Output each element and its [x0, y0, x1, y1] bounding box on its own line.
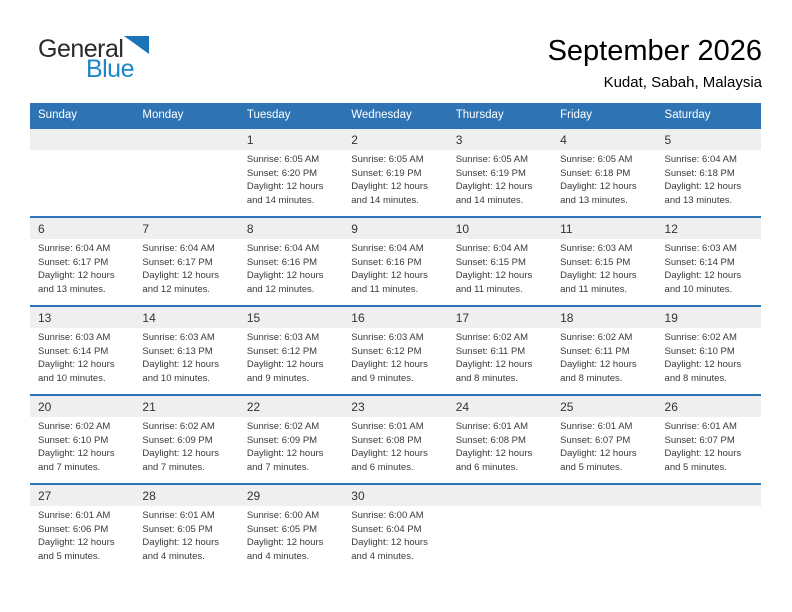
day-number: 1 — [239, 129, 343, 150]
day-details — [134, 506, 238, 563]
daylight-text: Daylight: 12 hours and 8 minutes. — [664, 359, 742, 384]
sunset-text: Sunset: 6:11 PM — [560, 345, 630, 357]
daylight-text: Daylight: 12 hours and 7 minutes. — [142, 448, 219, 473]
sunset-text: Sunset: 6:18 PM — [664, 167, 735, 179]
day-cell — [134, 485, 238, 572]
sunrise-text: Sunrise: 6:02 AM — [664, 332, 737, 343]
day-details — [239, 506, 343, 563]
day-details — [448, 150, 552, 207]
day-number: 5 — [657, 129, 761, 150]
weekday-header-saturday: Saturday — [664, 109, 711, 121]
sunrise-text: Sunrise: 6:03 AM — [38, 332, 111, 343]
day-cell — [657, 396, 761, 483]
day-number: 19 — [657, 307, 761, 328]
day-number: 2 — [343, 129, 447, 150]
sunrise-text: Sunrise: 6:04 AM — [664, 154, 737, 165]
sunset-text: Sunset: 6:19 PM — [351, 167, 422, 179]
logo-text-general: General — [38, 35, 124, 63]
day-cell — [343, 218, 447, 305]
week-row — [30, 305, 761, 394]
day-number: 13 — [30, 307, 134, 328]
day-number: 17 — [448, 307, 552, 328]
day-cell — [30, 218, 134, 305]
sunset-text: Sunset: 6:07 PM — [560, 434, 631, 446]
day-details — [343, 417, 447, 474]
sunset-text: Sunset: 6:09 PM — [142, 434, 213, 446]
empty-day-cell — [30, 129, 134, 216]
sunset-text: Sunset: 6:15 PM — [560, 256, 631, 268]
day-cell — [343, 396, 447, 483]
sunset-text: Sunset: 6:17 PM — [38, 256, 109, 268]
day-number: 8 — [239, 218, 343, 239]
daylight-text: Daylight: 12 hours and 6 minutes. — [351, 448, 428, 473]
sunset-text: Sunset: 6:14 PM — [38, 345, 109, 357]
location-subtitle: Kudat, Sabah, Malaysia — [603, 74, 762, 91]
empty-day-cell — [552, 485, 656, 572]
week-row — [30, 216, 761, 305]
day-number: 6 — [30, 218, 134, 239]
day-details — [343, 506, 447, 563]
day-number: 12 — [657, 218, 761, 239]
general-blue-logo — [38, 35, 134, 83]
sunrise-text: Sunrise: 6:05 AM — [246, 154, 320, 165]
day-cell — [134, 218, 238, 305]
week-row — [30, 483, 761, 572]
day-number — [657, 485, 761, 506]
sunset-text: Sunset: 6:07 PM — [664, 434, 735, 446]
daylight-text: Daylight: 12 hours and 12 minutes. — [142, 270, 219, 295]
day-details — [552, 150, 656, 207]
daylight-text: Daylight: 12 hours and 14 minutes. — [246, 181, 324, 206]
day-number — [448, 485, 552, 506]
daylight-text: Daylight: 12 hours and 10 minutes. — [664, 270, 742, 295]
sunset-text: Sunset: 6:04 PM — [351, 523, 422, 535]
day-cell — [239, 307, 343, 394]
sunrise-text: Sunrise: 6:01 AM — [351, 421, 424, 432]
daylight-text: Daylight: 12 hours and 11 minutes. — [455, 270, 533, 295]
daylight-text: Daylight: 12 hours and 14 minutes. — [455, 181, 533, 206]
day-cell — [239, 396, 343, 483]
page-title: September 2026 — [547, 35, 762, 67]
week-row — [30, 394, 761, 483]
daylight-text: Daylight: 12 hours and 5 minutes. — [664, 448, 742, 473]
day-cell — [552, 307, 656, 394]
day-details — [448, 239, 552, 296]
day-details — [239, 417, 343, 474]
daylight-text: Daylight: 12 hours and 11 minutes. — [560, 270, 637, 295]
day-details — [30, 239, 134, 296]
daylight-text: Daylight: 12 hours and 8 minutes. — [455, 359, 533, 384]
sunrise-text: Sunrise: 6:01 AM — [560, 421, 633, 432]
sunset-text: Sunset: 6:12 PM — [351, 345, 422, 357]
weeks-container — [30, 127, 761, 572]
day-number: 11 — [552, 218, 656, 239]
day-details — [448, 328, 552, 385]
day-details — [343, 239, 447, 296]
day-details — [343, 328, 447, 385]
day-details — [448, 417, 552, 474]
day-details — [552, 239, 656, 296]
day-cell — [343, 307, 447, 394]
day-number — [134, 129, 238, 150]
day-number: 30 — [343, 485, 447, 506]
sunrise-text: Sunrise: 6:01 AM — [38, 510, 111, 521]
day-number — [552, 485, 656, 506]
day-cell — [552, 129, 656, 216]
sunset-text: Sunset: 6:10 PM — [38, 434, 109, 446]
sunset-text: Sunset: 6:18 PM — [560, 167, 631, 179]
sunrise-text: Sunrise: 6:01 AM — [455, 421, 529, 432]
day-details — [657, 150, 761, 207]
day-details — [343, 150, 447, 207]
day-details — [657, 239, 761, 296]
day-number: 23 — [343, 396, 447, 417]
sunrise-text: Sunrise: 6:02 AM — [455, 332, 529, 343]
day-cell — [448, 396, 552, 483]
day-details — [134, 417, 238, 474]
daylight-text: Daylight: 12 hours and 8 minutes. — [560, 359, 637, 384]
weekday-header-wednesday: Wednesday — [351, 109, 412, 121]
sunrise-text: Sunrise: 6:05 AM — [455, 154, 529, 165]
day-number: 25 — [552, 396, 656, 417]
day-cell — [30, 307, 134, 394]
sunset-text: Sunset: 6:09 PM — [246, 434, 318, 446]
day-cell — [552, 218, 656, 305]
daylight-text: Daylight: 12 hours and 5 minutes. — [38, 537, 115, 562]
daylight-text: Daylight: 12 hours and 7 minutes. — [38, 448, 115, 473]
day-details — [239, 239, 343, 296]
day-cell — [552, 396, 656, 483]
logo-text-blue: Blue — [85, 55, 134, 83]
sunrise-text: Sunrise: 6:04 AM — [38, 243, 111, 254]
daylight-text: Daylight: 12 hours and 10 minutes. — [38, 359, 115, 384]
day-number: 22 — [239, 396, 343, 417]
sunset-text: Sunset: 6:17 PM — [142, 256, 213, 268]
day-cell — [239, 129, 343, 216]
title-block — [548, 34, 762, 91]
day-number: 10 — [448, 218, 552, 239]
daylight-text: Daylight: 12 hours and 10 minutes. — [142, 359, 219, 384]
sunrise-text: Sunrise: 6:04 AM — [246, 243, 320, 254]
sunrise-text: Sunrise: 6:03 AM — [142, 332, 215, 343]
sunset-text: Sunset: 6:05 PM — [246, 523, 318, 535]
daylight-text: Daylight: 12 hours and 4 minutes. — [246, 537, 324, 562]
day-number: 21 — [134, 396, 238, 417]
day-number: 14 — [134, 307, 238, 328]
day-number: 9 — [343, 218, 447, 239]
day-number: 28 — [134, 485, 238, 506]
daylight-text: Daylight: 12 hours and 11 minutes. — [351, 270, 428, 295]
sunset-text: Sunset: 6:11 PM — [455, 345, 526, 357]
day-details — [657, 328, 761, 385]
day-cell — [448, 129, 552, 216]
daylight-text: Daylight: 12 hours and 13 minutes. — [560, 181, 637, 206]
sunset-text: Sunset: 6:05 PM — [142, 523, 213, 535]
day-cell — [343, 485, 447, 572]
sunrise-text: Sunrise: 6:00 AM — [246, 510, 320, 521]
day-number: 24 — [448, 396, 552, 417]
day-cell — [657, 218, 761, 305]
sunset-text: Sunset: 6:06 PM — [38, 523, 109, 535]
day-number: 16 — [343, 307, 447, 328]
day-number: 29 — [239, 485, 343, 506]
sunrise-text: Sunrise: 6:01 AM — [142, 510, 215, 521]
day-number: 27 — [30, 485, 134, 506]
daylight-text: Daylight: 12 hours and 6 minutes. — [455, 448, 533, 473]
sunset-text: Sunset: 6:13 PM — [142, 345, 213, 357]
day-details — [30, 417, 134, 474]
sunrise-text: Sunrise: 6:02 AM — [560, 332, 633, 343]
sunset-text: Sunset: 6:08 PM — [351, 434, 422, 446]
day-cell — [134, 307, 238, 394]
sunrise-text: Sunrise: 6:05 AM — [351, 154, 424, 165]
sunrise-text: Sunrise: 6:03 AM — [246, 332, 320, 343]
sunset-text: Sunset: 6:10 PM — [664, 345, 735, 357]
sunset-text: Sunset: 6:08 PM — [455, 434, 526, 446]
daylight-text: Daylight: 12 hours and 14 minutes. — [351, 181, 428, 206]
sunset-text: Sunset: 6:16 PM — [351, 256, 422, 268]
weekday-header-friday: Friday — [560, 109, 593, 121]
daylight-text: Daylight: 12 hours and 13 minutes. — [38, 270, 115, 295]
sunrise-text: Sunrise: 6:04 AM — [142, 243, 215, 254]
day-cell — [239, 485, 343, 572]
daylight-text: Daylight: 12 hours and 4 minutes. — [142, 537, 219, 562]
day-cell — [134, 396, 238, 483]
sunrise-text: Sunrise: 6:04 AM — [351, 243, 424, 254]
day-number — [30, 129, 134, 150]
daylight-text: Daylight: 12 hours and 12 minutes. — [246, 270, 324, 295]
day-cell — [30, 396, 134, 483]
day-details — [239, 328, 343, 385]
day-cell — [448, 307, 552, 394]
sunset-text: Sunset: 6:14 PM — [664, 256, 735, 268]
day-number: 15 — [239, 307, 343, 328]
day-cell — [657, 129, 761, 216]
sunrise-text: Sunrise: 6:03 AM — [560, 243, 633, 254]
sunset-text: Sunset: 6:12 PM — [246, 345, 318, 357]
day-details — [657, 417, 761, 474]
sunrise-text: Sunrise: 6:03 AM — [351, 332, 424, 343]
day-details — [552, 328, 656, 385]
week-row — [30, 127, 761, 216]
day-cell — [448, 218, 552, 305]
weekday-header-row — [30, 103, 761, 127]
day-details — [552, 417, 656, 474]
weekday-header-thursday: Thursday — [455, 109, 504, 121]
empty-day-cell — [134, 129, 238, 216]
day-details — [30, 328, 134, 385]
sunrise-text: Sunrise: 6:01 AM — [664, 421, 737, 432]
empty-day-cell — [448, 485, 552, 572]
weekday-header-monday: Monday — [142, 109, 184, 121]
sunrise-text: Sunrise: 6:04 AM — [455, 243, 529, 254]
daylight-text: Daylight: 12 hours and 9 minutes. — [246, 359, 324, 384]
sunrise-text: Sunrise: 6:03 AM — [664, 243, 737, 254]
day-number: 7 — [134, 218, 238, 239]
day-number: 4 — [552, 129, 656, 150]
day-details — [30, 506, 134, 563]
sunrise-text: Sunrise: 6:00 AM — [351, 510, 424, 521]
day-details — [239, 150, 343, 207]
sunset-text: Sunset: 6:15 PM — [455, 256, 526, 268]
day-number: 3 — [448, 129, 552, 150]
day-cell — [343, 129, 447, 216]
sunrise-text: Sunrise: 6:02 AM — [38, 421, 111, 432]
day-cell — [239, 218, 343, 305]
sunset-text: Sunset: 6:19 PM — [455, 167, 526, 179]
daylight-text: Daylight: 12 hours and 13 minutes. — [664, 181, 742, 206]
weekday-header-sunday: Sunday — [38, 109, 78, 121]
empty-day-cell — [657, 485, 761, 572]
daylight-text: Daylight: 12 hours and 5 minutes. — [560, 448, 637, 473]
day-number: 18 — [552, 307, 656, 328]
sunrise-text: Sunrise: 6:05 AM — [560, 154, 633, 165]
sunrise-text: Sunrise: 6:02 AM — [142, 421, 215, 432]
day-details — [134, 239, 238, 296]
daylight-text: Daylight: 12 hours and 9 minutes. — [351, 359, 428, 384]
daylight-text: Daylight: 12 hours and 7 minutes. — [246, 448, 324, 473]
sunset-text: Sunset: 6:16 PM — [246, 256, 318, 268]
calendar-grid — [30, 103, 761, 572]
day-cell — [657, 307, 761, 394]
sunset-text: Sunset: 6:20 PM — [246, 167, 318, 179]
day-details — [134, 328, 238, 385]
day-cell — [30, 485, 134, 572]
day-number: 26 — [657, 396, 761, 417]
daylight-text: Daylight: 12 hours and 4 minutes. — [351, 537, 428, 562]
sunrise-text: Sunrise: 6:02 AM — [246, 421, 320, 432]
day-number: 20 — [30, 396, 134, 417]
weekday-header-tuesday: Tuesday — [246, 109, 291, 121]
